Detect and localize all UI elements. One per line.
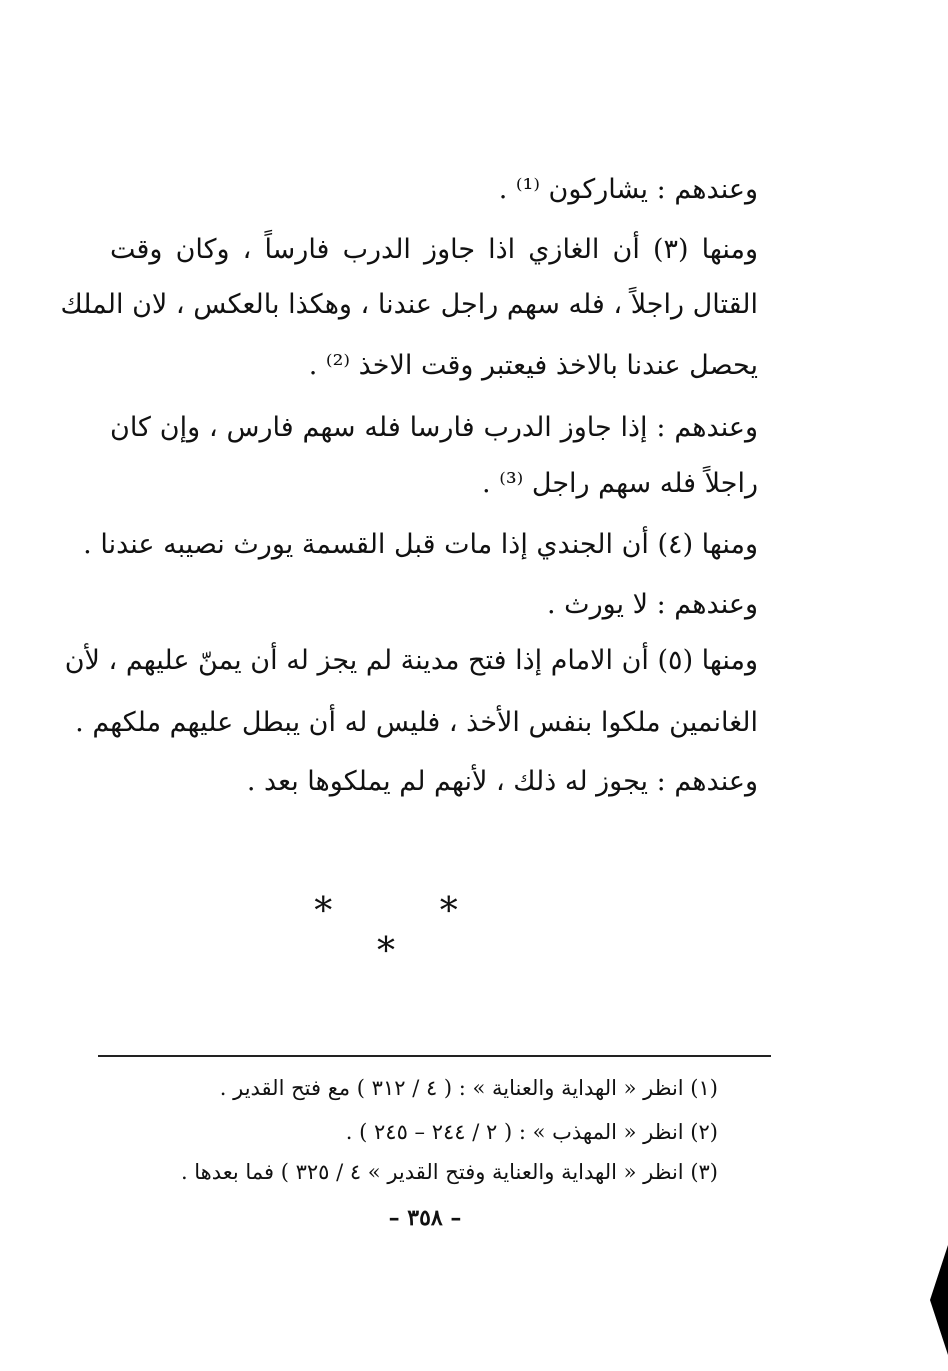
- footnote-2: (٢) انظر « المهذب » : ( ٢ / ٢٤٤ – ٢٤٥ ) .: [345, 1120, 718, 1144]
- text-line-2: ومنها (٣) أن الغازي اذا جاوز الدرب فارساً ، وكان وقت: [110, 234, 758, 265]
- section-separator: * * *: [314, 891, 506, 972]
- text-line-8: وعندهم : لا يورث .: [546, 589, 758, 620]
- footnote-1: (١) انظر « الهداية والعناية » : ( ٤ / ٣١٢ ) مع فتح القدير .: [219, 1076, 718, 1100]
- footnote-3: (٣) انظر « الهداية والعناية وفتح القدير » ٤ / ٣٢٥ ) فما بعدها .: [180, 1160, 718, 1184]
- text-line-4: يحصل عندنا بالاخذ فيعتبر وقت الاخذ ⁽²⁾ .: [308, 350, 758, 381]
- text-line-6: راجلاً فله سهم راجل ⁽³⁾ .: [482, 468, 758, 499]
- footnote-divider: [98, 1055, 771, 1057]
- text-line-10: الغانمين ملكوا بنفس الأخذ ، فليس له أن يبطل عليهم ملكهم .: [75, 707, 758, 738]
- page-number: – ٣٥٨ –: [388, 1205, 462, 1231]
- text-line-1: وعندهم : يشاركون ⁽¹⁾ .: [498, 174, 758, 205]
- text-line-3: القتال راجلاً ، فله سهم راجل عندنا ، وهكذا بالعكس ، لان الملك: [60, 289, 758, 320]
- page-edge-mark: [930, 1245, 948, 1355]
- text-line-9: ومنها (٥) أن الامام إذا فتح مدينة لم يجز له أن يمنّ عليهم ، لأن: [64, 645, 758, 676]
- text-line-7: ومنها (٤) أن الجندي إذا مات قبل القسمة يورث نصيبه عندنا .: [83, 529, 758, 560]
- text-line-11: وعندهم : يجوز له ذلك ، لأنهم لم يملكوها بعد .: [246, 766, 758, 797]
- text-line-5: وعندهم : إذا جاوز الدرب فارسا فله سهم فارس ، وإن كان: [110, 412, 758, 443]
